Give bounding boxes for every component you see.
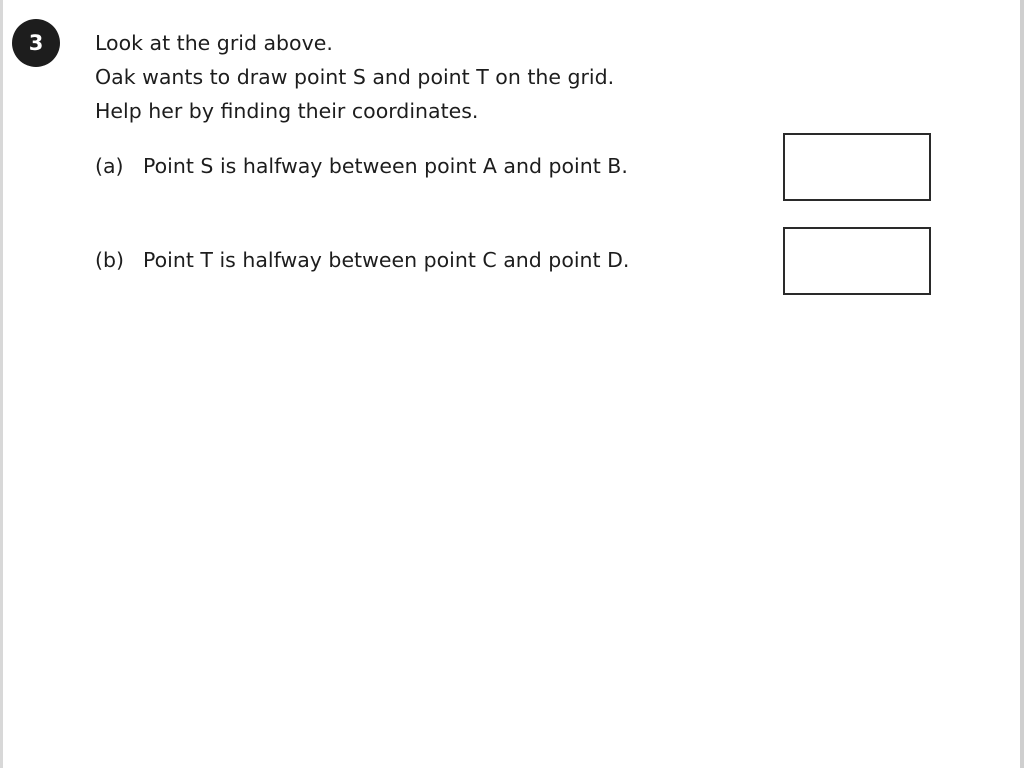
part-b-text: Point T is halfway between point C and point D.: [143, 248, 630, 272]
answer-box-b[interactable]: [783, 227, 931, 295]
question-number-badge: 3: [12, 19, 60, 67]
question-part-a: [95, 154, 628, 178]
answer-input-a[interactable]: [785, 135, 929, 199]
answer-box-a[interactable]: [783, 133, 931, 201]
question-stem-line-3: Help her by finding their coordinates.: [95, 99, 479, 123]
answer-input-b[interactable]: [785, 229, 929, 293]
page-left-edge: [0, 0, 3, 768]
question-stem-line-2: Oak wants to draw point S and point T on the grid.: [95, 65, 615, 89]
part-a-label: (a): [95, 154, 124, 178]
part-a-text: Point S is halfway between point A and point B.: [143, 154, 628, 178]
part-b-label: (b): [95, 248, 125, 272]
question-stem: [95, 26, 815, 128]
question-stem-line-1: Look at the grid above.: [95, 31, 333, 55]
question-part-b: [95, 248, 629, 272]
page-right-edge: [1020, 0, 1024, 768]
